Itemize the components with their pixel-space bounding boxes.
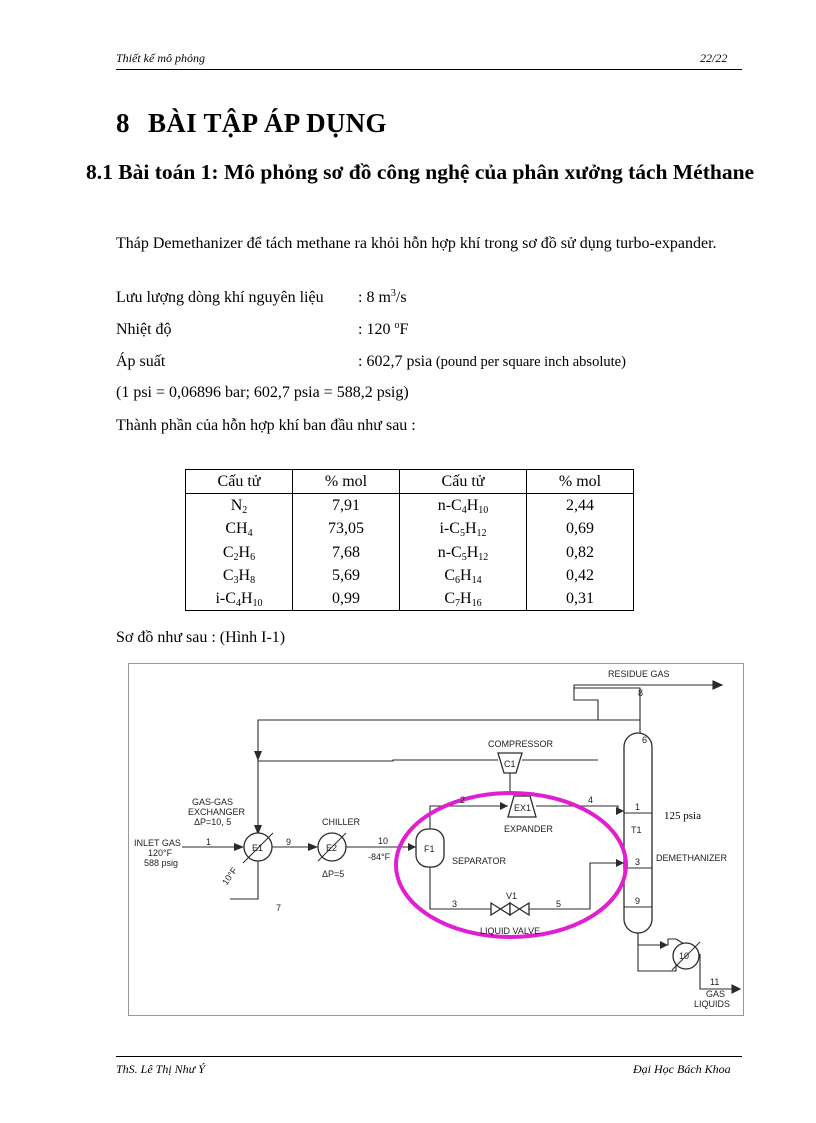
formula-text: C	[444, 566, 456, 584]
formula-text: C	[222, 543, 234, 561]
section-title: Bài toán 1: Mô phỏng sơ đồ công nghệ của phân xưởng tách Méthane	[118, 160, 755, 184]
formula-text: C	[444, 590, 456, 608]
dp-e2-label: ΔP=5	[322, 869, 345, 879]
component-formula	[444, 567, 481, 584]
stream-1-label: 1	[206, 837, 212, 847]
formula-text: H	[460, 566, 472, 584]
intro-paragraph: Tháp Demethanizer để tách methane ra khỏi hỗn hợp khí trong sơ đồ sử dụng turbo-expander.	[116, 235, 717, 252]
component-cell	[186, 587, 293, 611]
temp-10f-label: 10°F	[220, 865, 240, 887]
demethanizer-label: DEMETHANIZER	[656, 853, 728, 863]
formula-subscript: 10	[478, 505, 489, 517]
formula-subscript: 6	[455, 574, 461, 586]
stream-7-label: 7	[276, 903, 282, 913]
mol-percent-cell: 0,99	[293, 587, 400, 611]
formula-subscript: 10	[252, 598, 263, 610]
formula-text: i-C	[215, 590, 236, 608]
table-header-row	[186, 470, 634, 494]
component-cell	[186, 541, 293, 564]
dp-e1-label: ΔP=10, 5	[194, 817, 232, 827]
component-cell	[186, 517, 293, 540]
stream-4-label: 4	[588, 795, 594, 805]
mol-percent-cell: 5,69	[293, 564, 400, 587]
formula-subscript: 2	[233, 551, 239, 563]
formula-text: H	[238, 543, 251, 561]
e2-label: E2	[326, 843, 338, 853]
formula-text: H	[464, 520, 477, 538]
formula-text: H	[460, 590, 472, 608]
f1-label: F1	[424, 844, 435, 854]
mol-percent-cell: 7,91	[293, 494, 400, 518]
header-title: Thiết kế mô phỏng	[116, 51, 205, 65]
figure-caption: Sơ đồ như sau : (Hình I-1)	[116, 629, 286, 646]
section-heading	[86, 156, 776, 188]
param-unit: (pound per square inch absolute)	[432, 354, 626, 370]
formula-subscript: 14	[471, 574, 482, 586]
component-formula	[223, 544, 255, 561]
component-cell	[400, 494, 527, 518]
footer-institution: Đại Học Bách Khoa	[633, 1062, 731, 1076]
stream-5-label: 5	[556, 899, 562, 909]
component-cell	[400, 587, 527, 611]
formula-subscript: 5	[459, 528, 465, 540]
stream-2-label: 2	[460, 795, 466, 805]
mol-percent-cell: 0,31	[527, 587, 634, 611]
e1-label: E1	[252, 843, 264, 853]
mol-percent-cell: 0,42	[527, 564, 634, 587]
table-row	[186, 517, 634, 540]
formula-text: H	[466, 497, 479, 515]
composition-table	[185, 469, 634, 611]
liquids-label: LIQUIDS	[694, 999, 731, 1009]
formula-text: N	[230, 497, 243, 515]
formula-subscript: 3	[233, 574, 239, 586]
process-flow-diagram	[128, 663, 744, 1016]
param-sup: o	[394, 320, 400, 331]
formula-subscript: 16	[471, 598, 482, 610]
tray-3-label: 3	[635, 857, 641, 867]
param-label: Nhiệt độ	[116, 321, 172, 338]
gas-gas-label: GAS-GAS	[192, 797, 234, 807]
formula-text: H	[238, 566, 251, 584]
inlet-temp-label: 120°F	[148, 848, 173, 858]
inlet-gas-label: INLET GAS	[134, 838, 181, 848]
composition-intro: Thành phần của hỗn hợp khí ban đầu như sau :	[116, 417, 416, 434]
component-formula	[223, 567, 255, 584]
component-cell	[400, 517, 527, 540]
footer-author: ThS. Lê Thị Như Ý	[116, 1062, 205, 1076]
temp-84f-label: -84°F	[368, 852, 391, 862]
stream-11-label: 11	[710, 977, 720, 987]
liquid-valve-label: LIQUID VALVE	[480, 926, 541, 936]
formula-text: n-C	[437, 497, 462, 515]
ex1-label: EX1	[514, 803, 532, 813]
stream-9-label: 9	[286, 837, 292, 847]
component-cell	[400, 541, 527, 564]
mol-percent-cell: 73,05	[293, 517, 400, 540]
conversion-note: (1 psi = 0,06896 bar; 602,7 psia = 588,2 psig)	[116, 384, 409, 401]
formula-subscript: 2	[242, 505, 248, 517]
formula-text: n-C	[437, 543, 462, 561]
formula-subscript: 6	[250, 551, 256, 563]
chapter-heading	[116, 108, 387, 139]
chapter-title: BÀI TẬP ÁP DỤNG	[148, 108, 387, 138]
mol-percent-cell: 0,69	[527, 517, 634, 540]
page-number: 22/22	[700, 51, 728, 65]
formula-text: i-C	[439, 520, 460, 538]
formula-subscript: 5	[461, 551, 467, 563]
footer-divider	[116, 1056, 742, 1057]
chiller-label: CHILLER	[322, 817, 361, 827]
tray-1-label: 1	[635, 802, 641, 812]
col-header: % mol	[293, 470, 400, 494]
exchanger-label: EXCHANGER	[188, 807, 246, 817]
table-row	[186, 541, 634, 564]
residue-gas-label: RESIDUE GAS	[608, 669, 670, 679]
c1-label: C1	[504, 759, 516, 769]
formula-subscript: 12	[476, 528, 487, 540]
chapter-number: 8	[116, 108, 130, 138]
component-cell	[400, 564, 527, 587]
param-value: : 120	[358, 321, 395, 338]
table-row	[186, 494, 634, 518]
e10-label: 10	[679, 951, 690, 961]
gas-label: GAS	[706, 989, 726, 999]
param-value: : 8 m	[358, 289, 391, 306]
stream-3-label: 3	[452, 899, 458, 909]
header-divider	[116, 69, 742, 70]
table-row	[186, 564, 634, 587]
param-label: Áp suất	[116, 353, 166, 370]
formula-text: CH	[225, 520, 248, 538]
formula-subscript: 12	[478, 551, 489, 563]
pressure-note: 125 psia	[664, 810, 701, 822]
param-unit: F	[399, 321, 409, 338]
col-header: % mol	[527, 470, 634, 494]
component-formula	[444, 590, 482, 610]
formula-text: C	[222, 566, 234, 584]
formula-subscript: 7	[455, 598, 461, 610]
col-header: Cấu tử	[400, 470, 527, 494]
section-number: 8.1	[86, 160, 113, 184]
compressor-label: COMPRESSOR	[488, 739, 554, 749]
component-formula	[439, 520, 487, 540]
component-formula	[437, 497, 489, 517]
table-row	[186, 587, 634, 611]
formula-text: H	[240, 590, 253, 608]
param-sup: 3	[390, 288, 396, 299]
param-value: : 602,7 psia	[358, 353, 433, 370]
stream-10-label: 10	[378, 836, 389, 846]
t1-label: T1	[631, 825, 642, 835]
component-cell	[186, 494, 293, 518]
formula-subscript: 8	[250, 574, 256, 586]
param-label: Lưu lượng dòng khí nguyên liệu	[116, 289, 324, 306]
expander-label: EXPANDER	[504, 824, 553, 834]
component-cell	[186, 564, 293, 587]
inlet-pressure-label: 588 psig	[144, 858, 179, 868]
tray-9-label: 9	[635, 896, 641, 906]
mol-percent-cell: 2,44	[527, 494, 634, 518]
formula-subscript: 4	[247, 528, 253, 540]
param-unit: /s	[395, 289, 407, 306]
mol-percent-cell: 7,68	[293, 541, 400, 564]
formula-text: H	[466, 543, 479, 561]
formula-subscript: 4	[235, 598, 241, 610]
component-formula	[225, 520, 253, 540]
col-header: Cấu tử	[186, 470, 293, 494]
formula-subscript: 4	[461, 505, 467, 517]
component-formula	[215, 590, 263, 610]
mol-percent-cell: 0,82	[527, 541, 634, 564]
component-formula	[438, 544, 489, 561]
component-formula	[230, 497, 248, 517]
v1-label: V1	[506, 891, 518, 901]
stream-8-label: 8	[638, 688, 644, 698]
separator-label: SEPARATOR	[452, 856, 507, 866]
stream-6-label: 6	[642, 735, 648, 745]
